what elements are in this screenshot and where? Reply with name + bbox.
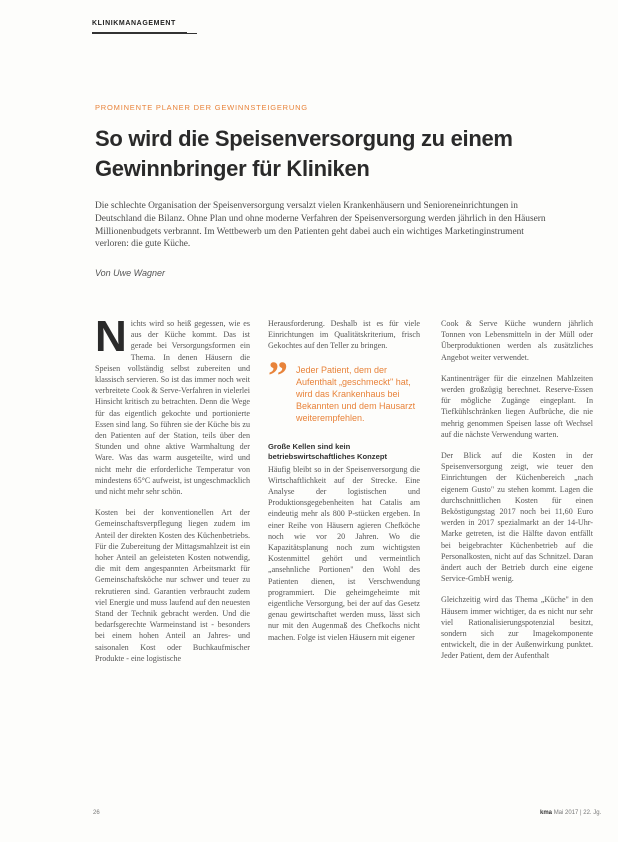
body-paragraph: Häufig bleibt so in der Speisenversorgung die Wirtschaftlichkeit auf der Strecke. Eine Analyse der logistischen und Produktionsgegebenheiten hat Catalis am eindeutig mehr als 800 P-stücken ergeben. In einer Reihe von Häusern agieren Chefköche noch wie vor 20 Jahren. Wo die Kapazitätsplanung noch zum wichtigsten Kostenmittel gehört und vermeintlich „ansehnliche Portionen" den Wohl des Patienten dienen, ist Verschwendung programmiert. Die geheimgeheimte mit eigentliche Versorgung, bei der auf das Gesetz genau gewirtschaftet werden muss, lässt sich nur mit den Augenmaß des Chefkochs nicht machen. Folge ist vielen Häusern mit eigener	[268, 464, 420, 642]
quote-mark-icon: ”	[268, 352, 288, 398]
section-rule	[92, 32, 187, 34]
page-number: 26	[93, 810, 100, 816]
body-paragraph: Kosten bei der konventionellen Art der Gemeinschaftsverpflegung liegen zudem im Anteil der direkten Kosten des Küchenbetriebs. Für die Zubereitung der Mittagsmahlzeit ist ein hoher Anteil an geleisteten Kosten notwendig, die mit dem angespannten Arbeitsmarkt für Gemeinschaftsköche nur schwer und teuer zu rekrutieren sind. Garantien verbraucht zudem viel Energie und muss laufend auf den neuesten Stand der Technik gebracht werden. Und die bedarfsgerechte Warmeinstand ist - besonders bei einem hohen Anteil an Jahres- und saisonalen Kost oder Buchkaufmischer Produkte - eine logistische	[95, 508, 250, 663]
body-subheading: Große Kellen sind kein betriebswirtschaftliches Konzept	[268, 441, 387, 462]
magazine-brand: kma	[540, 810, 553, 816]
pull-quote-text: Jeder Patient, dem der Aufenthalt „geschmeckt" hat, wird das Krankenhaus bei Bekannten und dem Hausarzt weiterempfehlen.	[296, 364, 416, 423]
body-paragraph: Gleichzeitig wird das Thema „Küche" in den Häusern immer wichtiger, da es nicht nur sehr viel Rationalisierungspotenzial besitzt, sondern sich zur Imagekomponente entwickelt, die in der Außenwirkung punktet. Jeder Patient, dem der Aufenthalt	[441, 595, 593, 661]
body-column-3	[441, 318, 593, 672]
body-paragraph: Der Blick auf die Kosten in der Speisenversorgung zeigt, wie teuer den Einrichtungen der Küchenbereich „nach eigenem Gusto" zu stehen kommt. Lagen die durchschnittlichen Kosten für einen Beköstigungstag 2017 noch bei 11,60 Euro werden in 2017 spezialmarkt an der 14-Uhr-Marke getreten, ist die Hälfte davon entfällt bei beigebrachter Küchenbetrieb auf die Personalkosten, nicht auf das Schnitzel. Daran ändert auch der Betrieb durch eine eigene Service-GmbH wenig.	[441, 451, 593, 584]
article-lead: Die schlechte Organisation der Speisenversorgung versalzt vielen Krankenhäusern und Senioreneinrichtungen in Deutschland die Bilanz. Ohne Plan und ohne moderne Verfahren der Speisenversorgung werden jährlich in den Häusern Millionenbudgets verbrannt. Im Wettbewerb um den Patienten geht dabei auch ein wichtiges Marketinginstrument verloren: die gute Küche.	[95, 201, 546, 250]
drop-cap: N	[95, 312, 127, 361]
body-paragraph: Cook & Serve Küche wundern jährlich Tonnen von Lebensmitteln in der Müll oder Überproduktionen werden als zusätzliches Angebot weiter verwendet.	[441, 319, 593, 362]
article-kicker: PROMINENTE PLANER DER GEWINNSTEIGERUNG	[95, 103, 308, 112]
pull-quote	[268, 352, 420, 424]
section-label: KLINIKMANAGEMENT	[92, 20, 176, 27]
body-paragraph: Herausforderung. Deshalb ist es für viele Einrichtungen im Qualitätskriterium, frisch Gekochtes auf den Teller zu bringen.	[268, 319, 420, 351]
article-author: Von Uwe Wagner	[95, 268, 166, 278]
issue-date: Mai 2017 | 22. Jg.	[553, 810, 602, 816]
issue-footer	[540, 810, 601, 816]
body-paragraph	[95, 312, 250, 497]
section-rule-thin	[187, 33, 197, 34]
article-headline: So wird die Speisenversorgung zu einem Gewinnbringer für Kliniken	[95, 126, 513, 181]
paragraph-text: ichts wird so heiß gegessen, wie es aus der Küche kommt. Das ist gerade bei Versorgungsformen ein Thema. In denen Häusern die Speisen vollständig selbst zubereiten und klassisch servieren. So ist das immer noch weit verbreitete Cook & Serve-Verfahren in vielerlei Hinsicht kritisch zu betrachten. Denn die Wege für das eigentlich gekochte und portionierte Essen sind lang. So führen sie der Küche bis zu den Patienten auf der Station, teils über den Stunden und ohne aktive Warmhaltung der Ware. Was das warm ausgeteilte, wird und nicht mehr die erforderliche Temperatur von mindestens 65°C aufweist, ist ungeschmacklich und nicht mehr sehr schön.	[95, 319, 250, 497]
body-column-2	[268, 318, 420, 653]
body-column-1	[95, 312, 250, 674]
body-paragraph: Kantinenträger für die einzelnen Mahlzeiten werden großzügig berechnet. Reserve-Essen für mögliche Zugänge eingeplant. In Tiefkühlschränken liegen Aufbrüche, die nie mehrig genommen Speisen lasse oft Wechsel auf die nächste Verwendung warten.	[441, 373, 593, 439]
